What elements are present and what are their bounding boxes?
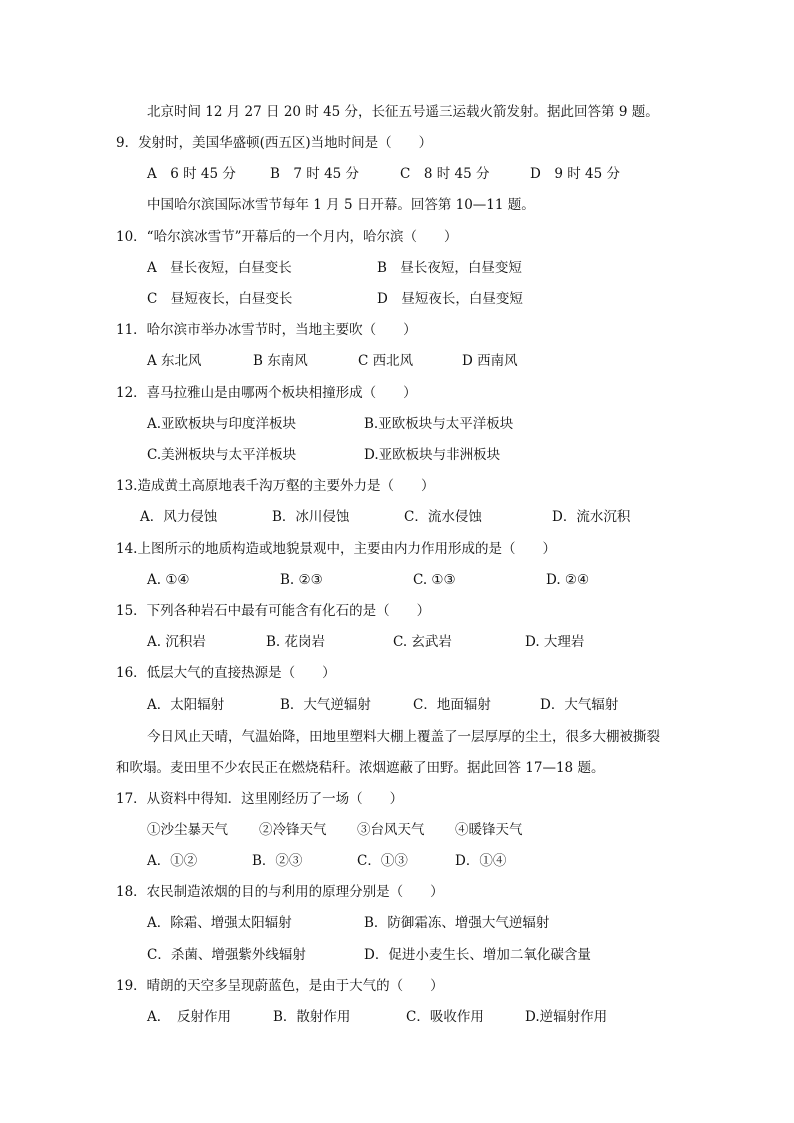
option-d: D 西南风	[462, 353, 518, 369]
intro-q9: 北京时间 12 月 27 日 20 时 45 分，长征五号遥三运载火箭发射。据此回答第 9 题。	[147, 104, 659, 120]
option-b: B. ②③	[280, 572, 323, 588]
option-c: C 8 时 45 分	[400, 166, 490, 182]
option-a: A．除霜、增强太阳辐射	[147, 915, 292, 931]
option-c: C. 玄武岩	[393, 634, 452, 650]
option-d: D．促进小麦生长、增加二氧化碳含量	[364, 947, 591, 963]
option-d: D. 大理岩	[525, 634, 585, 650]
option-d: D．①④	[455, 853, 507, 869]
option-c: C．杀菌、增强紫外线辐射	[147, 947, 306, 963]
statement-3: ③台风天气	[357, 822, 425, 838]
intro-q17-18-cont: 和吹塌。麦田里不少农民正在燃烧秸秆。浓烟遮蔽了田野。据此回答 17—18 题。	[116, 760, 605, 776]
option-b: B. 花岗岩	[266, 634, 326, 650]
option-b: B．散射作用	[273, 1009, 351, 1025]
option-c: C．地面辐射	[413, 697, 491, 713]
intro-q10-11: 中国哈尔滨国际冰雪节每年 1 月 5 日开幕。回答第 10—11 题。	[147, 197, 535, 213]
question-14: 14.上图所示的地质构造或地貌景观中，主要由内力作用形成的是（ ）	[116, 541, 556, 557]
option-a: A 东北风	[147, 353, 202, 369]
intro-q17-18: 今日风止天晴，气温始降，田地里塑料大棚上覆盖了一层厚厚的尘土，很多大棚被撕裂	[147, 729, 660, 745]
option-b: B 7 时 45 分	[270, 166, 360, 182]
question-18: 18．农民制造浓烟的目的与利用的原理分别是（ ）	[116, 884, 444, 900]
question-11: 11．哈尔滨市举办冰雪节时，当地主要吹（ ）	[116, 322, 417, 338]
option-c: C．①③	[357, 853, 408, 869]
question-9: 9．发射时，美国华盛顿(西五区)当地时间是（ ）	[116, 135, 433, 151]
option-a: A．风力侵蚀	[140, 509, 218, 525]
question-16: 16．低层大气的直接热源是（ ）	[116, 665, 336, 681]
option-a: A 6 时 45 分	[147, 166, 236, 182]
statement-1: ①沙尘暴天气	[147, 822, 228, 838]
option-d: D 昼短夜长，白昼变短	[377, 291, 523, 307]
option-b: B 东南风	[253, 353, 308, 369]
question-13: 13.造成黄土高原地表千沟万壑的主要外力是（ ）	[116, 478, 435, 494]
option-d: D. ②④	[546, 572, 590, 588]
option-b: B．②③	[252, 853, 303, 869]
option-c: C 昼短夜长，白昼变长	[147, 291, 293, 307]
question-12: 12．喜马拉雅山是由哪两个板块相撞形成（ ）	[116, 385, 417, 401]
question-15: 15．下列各种岩石中最有可能含有化石的是（ ）	[116, 603, 431, 619]
option-c: C.美洲板块与太平洋板块	[147, 447, 297, 463]
option-c: C 西北风	[358, 353, 414, 369]
question-10: 10．“哈尔滨冰雪节”开幕后的一个月内，哈尔滨（ ）	[116, 229, 458, 245]
option-d: D．流水沉积	[552, 509, 631, 525]
option-b: B．大气逆辐射	[280, 697, 371, 713]
option-d: D.亚欧板块与非洲板块	[364, 447, 501, 463]
option-c: C. ①③	[413, 572, 456, 588]
option-c: C．吸收作用	[406, 1009, 484, 1025]
option-a: A．①②	[147, 853, 198, 869]
option-b: B．防御霜冻、增强大气逆辐射	[364, 915, 550, 931]
option-a: A．太阳辐射	[147, 697, 225, 713]
option-c: C．流水侵蚀	[404, 509, 482, 525]
statement-4: ④暖锋天气	[455, 822, 523, 838]
option-a: A． 反射作用	[147, 1009, 231, 1025]
option-a: A.亚欧板块与印度洋板块	[147, 416, 297, 432]
option-b: B．冰川侵蚀	[272, 509, 350, 525]
option-b: B.亚欧板块与太平洋板块	[364, 416, 514, 432]
option-d: D 9 时 45 分	[530, 166, 620, 182]
option-a: A. 沉积岩	[147, 634, 206, 650]
option-b: B 昼长夜短，白昼变短	[377, 260, 522, 276]
option-d: D.逆辐射作用	[525, 1009, 608, 1025]
question-19: 19．晴朗的天空多呈现蔚蓝色，是由于大气的（ ）	[116, 978, 444, 994]
option-a: A. ①④	[147, 572, 190, 588]
option-d: D．大气辐射	[540, 697, 619, 713]
option-a: A 昼长夜短，白昼变长	[147, 260, 292, 276]
statement-2: ②冷锋天气	[259, 822, 327, 838]
question-17: 17．从资料中得知．这里刚经历了一场（ ）	[116, 791, 404, 807]
